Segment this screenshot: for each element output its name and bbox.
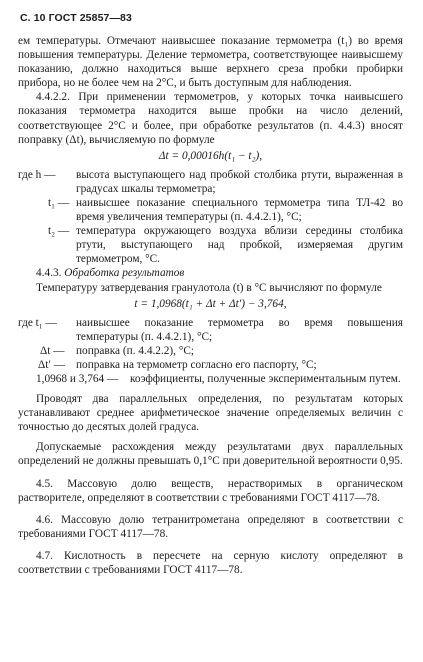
formula-delta-t: Δt = 0,00016h(t₁ − t₂), <box>158 149 263 162</box>
definition-coefficients <box>18 372 403 386</box>
section-4-4-3-heading <box>18 266 403 280</box>
definition-t1 <box>18 196 403 224</box>
definitions-list-1 <box>18 168 403 267</box>
definition-delta-t-prime <box>18 358 403 372</box>
definition-text: наивысшее показание термометра во время повышения температуры (п. 4.4.2.1), °С; <box>76 316 403 343</box>
paragraph-4-5: 4.5. Массовую долю веществ, нерастворимых в органическом растворителе, определяют в соответствии с требованиями ГОСТ 4117—78. <box>18 477 403 504</box>
spacer <box>18 541 403 549</box>
paragraph-4-4-2-2: 4.4.2.2. При применении термометров, у которых точка наивысшего показания термометра находится выше пробки на число делений, соответствующее 2°С и более, при обработке результатов (п. 4.4.3) вносят поправку (Δt), вычисляемую по формуле <box>18 91 403 146</box>
definition-t2 <box>18 224 403 266</box>
page-header: С. 10 ГОСТ 25857—83 <box>20 12 132 24</box>
paragraph-continued: ем температуры. Отмечают наивысшее показание термометра (t₁) во время повышения температуры. Деление термометра, соответствующее наивысшему показанию, должно находиться выше верхнего среза пробки пробирки прибора, но не более чем на 2°С, и быть доступным для наблюдения. <box>18 35 403 90</box>
definition-symbol: 1,0968 и 3,764 — <box>36 372 119 385</box>
definition-text: поправка (п. 4.4.2.2), °С; <box>76 344 195 357</box>
definition-text: поправка на термометр согласно его паспорту, °С; <box>76 358 317 371</box>
paragraph-4-6: 4.6. Массовую долю тетранитрометана определяют в соответствии с требованиями ГОСТ 4117—78. <box>18 513 403 540</box>
definition-symbol: t₁ — <box>48 196 70 209</box>
paragraph-tolerances: Допускаемые расхождения между результатами двух параллельных определений не должны превышать 0,1°С при доверительной вероятности 0,95. <box>18 441 403 468</box>
definition-symbol: Δt′ — <box>38 358 65 371</box>
paragraph-4-4-3: Температуру затвердевания гранулотола (t) в °С вычисляют по формуле <box>36 281 382 294</box>
definition-symbol: Δt — <box>40 344 65 357</box>
paragraph-parallel-determinations: Проводят два параллельных определения, по результатам которых устанавливают среднее арифметическое значение определяемых величин с точностью до десятых долей градуса. <box>18 393 403 434</box>
definition-text: коэффициенты, полученные экспериментальным путем. <box>130 372 401 385</box>
definitions-list-2 <box>18 316 403 386</box>
definition-t1-max <box>18 316 403 344</box>
definition-h <box>18 168 403 196</box>
section-title: Обработка результатов <box>64 267 185 280</box>
definition-text: температура окружающего воздуха вблизи середины столбика ртути, выступающего над пробкой, измеряемая другим термометром, °С. <box>76 225 403 266</box>
definition-symbol: t₂ — <box>48 225 70 238</box>
definition-text: высота выступающего над пробкой столбика ртути, выраженная в градусах шкалы термометра; <box>76 168 403 195</box>
definition-delta-t <box>18 344 403 358</box>
spacer <box>18 505 403 513</box>
definition-symbol: где h — <box>18 168 56 181</box>
section-number: 4.4.3. <box>36 267 62 280</box>
definition-symbol: где t₁ — <box>18 316 57 329</box>
paragraph-4-7: 4.7. Кислотность в пересчете на серную кислоту определяют в соответствии с требованиями ГОСТ 4117—78. <box>18 549 403 576</box>
spacer <box>18 469 403 477</box>
definition-text: наивысшее показание специального термометра типа ТЛ-42 во время увеличения температуры (п. 4.4.2.1), °С; <box>76 196 403 224</box>
formula-t: t = 1,0968(t₁ + Δt + Δt′) − 3,764, <box>134 297 287 310</box>
